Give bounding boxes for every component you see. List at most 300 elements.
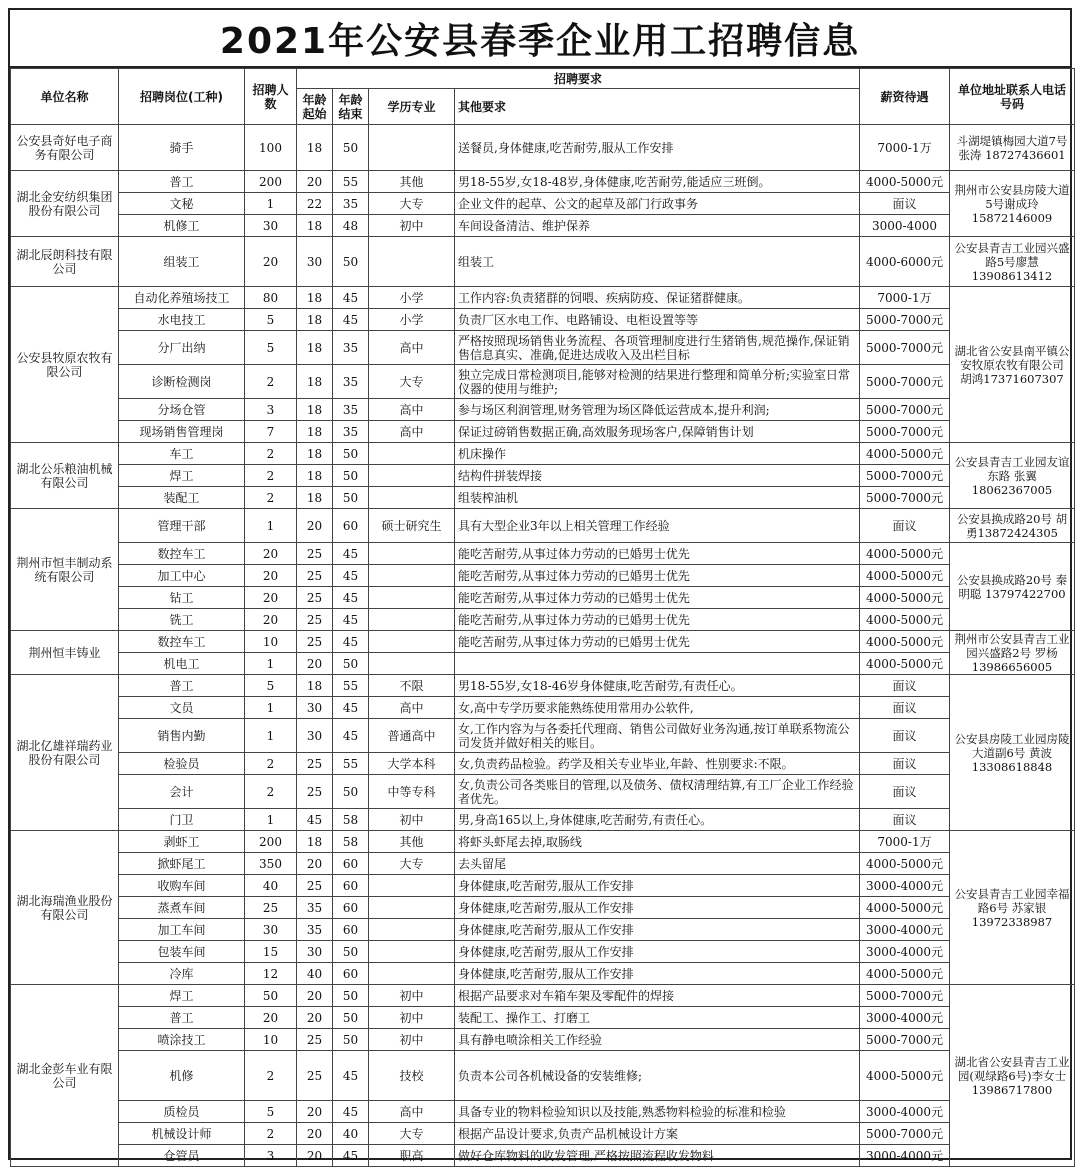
count-cell: 200 [245, 831, 297, 853]
count-cell: 80 [245, 287, 297, 309]
other-requirements-cell: 身体健康,吃苦耐劳,服从工作安排 [455, 897, 860, 919]
company-contact: 荆州市公安县青吉工业园兴盛路2号 罗杨13986656005 [950, 631, 1075, 675]
salary-cell: 5000-7000元 [860, 331, 950, 365]
age-end-cell: 45 [333, 587, 369, 609]
table-row [11, 399, 1075, 421]
count-cell: 5 [245, 331, 297, 365]
other-requirements-cell: 结构件拼装焊接 [455, 465, 860, 487]
header-row-1 [11, 69, 1075, 89]
table-row [11, 509, 1075, 543]
count-cell: 2 [245, 1051, 297, 1101]
position-cell: 加工车间 [119, 919, 245, 941]
table-row [11, 919, 1075, 941]
position-cell: 分场仓管 [119, 399, 245, 421]
count-cell: 40 [245, 875, 297, 897]
other-requirements-cell: 保证过磅销售数据正确,高效服务现场客户,保障销售计划 [455, 421, 860, 443]
count-cell: 5 [245, 1101, 297, 1123]
education-cell: 高中 [369, 1101, 455, 1123]
age-end-cell: 50 [333, 465, 369, 487]
position-cell: 现场销售管理岗 [119, 421, 245, 443]
table-row [11, 1101, 1075, 1123]
count-cell: 200 [245, 171, 297, 193]
salary-cell: 面议 [860, 775, 950, 809]
other-requirements-cell: 工作内容:负责猪群的饲喂、疾病防疫、保证猪群健康。 [455, 287, 860, 309]
table-row [11, 675, 1075, 697]
position-cell: 数控车工 [119, 631, 245, 653]
position-cell: 车工 [119, 443, 245, 465]
count-cell: 2 [245, 1123, 297, 1145]
position-cell: 水电技工 [119, 309, 245, 331]
company-contact: 公安县房陵工业园房陵大道副6号 黄波13308618848 [950, 675, 1075, 831]
header-other: 其他要求 [455, 89, 860, 125]
age-end-cell: 55 [333, 753, 369, 775]
other-requirements-cell: 男18-55岁,女18-46岁身体健康,吃苦耐劳,有责任心。 [455, 675, 860, 697]
position-cell: 机修 [119, 1051, 245, 1101]
table-row [11, 565, 1075, 587]
salary-cell: 5000-7000元 [860, 1123, 950, 1145]
other-requirements-cell: 装配工、操作工、打磨工 [455, 1007, 860, 1029]
other-requirements-cell: 根据产品设计要求,负责产品机械设计方案 [455, 1123, 860, 1145]
salary-cell: 4000-5000元 [860, 963, 950, 985]
age-start-cell: 18 [297, 443, 333, 465]
table-row [11, 719, 1075, 753]
education-cell [369, 875, 455, 897]
salary-cell: 面议 [860, 675, 950, 697]
other-requirements-cell: 机床操作 [455, 443, 860, 465]
age-end-cell: 55 [333, 675, 369, 697]
other-requirements-cell: 女,高中专学历要求能熟练使用常用办公软件, [455, 697, 860, 719]
count-cell: 30 [245, 215, 297, 237]
header-age-start: 年龄起始 [297, 89, 333, 125]
age-end-cell: 35 [333, 421, 369, 443]
age-end-cell: 35 [333, 193, 369, 215]
other-requirements-cell: 组装榨油机 [455, 487, 860, 509]
age-end-cell: 58 [333, 809, 369, 831]
table-row [11, 487, 1075, 509]
table-row [11, 775, 1075, 809]
education-cell: 中等专科 [369, 775, 455, 809]
company-name: 湖北亿雄祥瑞药业股份有限公司 [11, 675, 119, 831]
count-cell: 12 [245, 963, 297, 985]
position-cell: 冷库 [119, 963, 245, 985]
age-start-cell: 25 [297, 587, 333, 609]
education-cell: 大专 [369, 365, 455, 399]
age-end-cell: 45 [333, 609, 369, 631]
count-cell: 350 [245, 853, 297, 875]
count-cell: 2 [245, 775, 297, 809]
salary-cell: 4000-5000元 [860, 653, 950, 675]
position-cell: 分厂出纳 [119, 331, 245, 365]
position-cell: 门卫 [119, 809, 245, 831]
other-requirements-cell: 能吃苦耐劳,从事过体力劳动的已婚男士优先 [455, 565, 860, 587]
company-contact: 荆州市公安县房陵大道5号谢成玲 15872146009 [950, 171, 1075, 237]
count-cell: 1 [245, 653, 297, 675]
age-start-cell: 20 [297, 509, 333, 543]
position-cell: 文秘 [119, 193, 245, 215]
age-start-cell: 20 [297, 1123, 333, 1145]
age-start-cell: 20 [297, 1145, 333, 1167]
table-row [11, 1123, 1075, 1145]
count-cell: 10 [245, 631, 297, 653]
age-end-cell: 50 [333, 1007, 369, 1029]
salary-cell: 5000-7000元 [860, 365, 950, 399]
table-row [11, 465, 1075, 487]
table-row [11, 587, 1075, 609]
age-start-cell: 35 [297, 897, 333, 919]
education-cell [369, 963, 455, 985]
other-requirements-cell: 企业文件的起草、公文的起草及部门行政事务 [455, 193, 860, 215]
salary-cell: 7000-1万 [860, 125, 950, 171]
salary-cell: 3000-4000元 [860, 941, 950, 963]
company-contact: 公安县青吉工业园幸福路6号 苏家银 13972338987 [950, 831, 1075, 985]
table-row [11, 609, 1075, 631]
age-end-cell: 60 [333, 875, 369, 897]
company-name: 荆州市恒丰制动系统有限公司 [11, 509, 119, 631]
age-start-cell: 25 [297, 875, 333, 897]
age-end-cell: 50 [333, 653, 369, 675]
salary-cell: 4000-6000元 [860, 237, 950, 287]
education-cell: 大专 [369, 193, 455, 215]
education-cell: 小学 [369, 287, 455, 309]
table-row [11, 331, 1075, 365]
table-row [11, 653, 1075, 675]
other-requirements-cell: 女,工作内容为与各委托代理商、销售公司做好业务沟通,按订单联系物流公司发货并做好相关的账目。 [455, 719, 860, 753]
age-end-cell: 45 [333, 309, 369, 331]
age-end-cell: 50 [333, 443, 369, 465]
other-requirements-cell: 具备专业的物料检验知识以及技能,熟悉物料检验的标准和检验 [455, 1101, 860, 1123]
age-start-cell: 25 [297, 631, 333, 653]
company-name: 荆州恒丰铸业 [11, 631, 119, 675]
age-start-cell: 20 [297, 853, 333, 875]
count-cell: 20 [245, 1007, 297, 1029]
other-requirements-cell: 根据产品要求对车箱车架及零配件的焊接 [455, 985, 860, 1007]
other-requirements-cell: 能吃苦耐劳,从事过体力劳动的已婚男士优先 [455, 587, 860, 609]
age-end-cell: 50 [333, 1029, 369, 1051]
education-cell: 其他 [369, 171, 455, 193]
age-end-cell: 45 [333, 543, 369, 565]
salary-cell: 3000-4000元 [860, 1145, 950, 1167]
other-requirements-cell: 组装工 [455, 237, 860, 287]
age-start-cell: 18 [297, 287, 333, 309]
count-cell: 2 [245, 365, 297, 399]
position-cell: 管理干部 [119, 509, 245, 543]
table-row [11, 875, 1075, 897]
count-cell: 2 [245, 487, 297, 509]
count-cell: 5 [245, 675, 297, 697]
other-requirements-cell: 女,负责公司各类账目的管理,以及债务、债权清理结算,有工厂企业工作经验者优先。 [455, 775, 860, 809]
count-cell: 3 [245, 399, 297, 421]
position-cell: 检验员 [119, 753, 245, 775]
position-cell: 机械设计师 [119, 1123, 245, 1145]
salary-cell: 4000-5000元 [860, 897, 950, 919]
other-requirements-cell: 女,负责药品检验。药学及相关专业毕业,年龄、性别要求:不限。 [455, 753, 860, 775]
salary-cell: 5000-7000元 [860, 465, 950, 487]
other-requirements-cell: 将虾头虾尾去掉,取肠线 [455, 831, 860, 853]
position-cell: 装配工 [119, 487, 245, 509]
position-cell: 加工中心 [119, 565, 245, 587]
age-start-cell: 30 [297, 697, 333, 719]
age-start-cell: 20 [297, 171, 333, 193]
age-start-cell: 18 [297, 831, 333, 853]
education-cell: 技校 [369, 1051, 455, 1101]
salary-cell: 3000-4000元 [860, 875, 950, 897]
table-body [11, 125, 1075, 1167]
age-start-cell: 25 [297, 775, 333, 809]
age-start-cell: 25 [297, 1051, 333, 1101]
position-cell: 诊断检测岗 [119, 365, 245, 399]
header-position: 招聘岗位(工种) [119, 69, 245, 125]
age-start-cell: 35 [297, 919, 333, 941]
other-requirements-cell: 做好仓库物料的收发管理,严格按照流程收发物料 [455, 1145, 860, 1167]
table-row [11, 697, 1075, 719]
age-end-cell: 60 [333, 897, 369, 919]
education-cell: 大专 [369, 853, 455, 875]
age-start-cell: 20 [297, 653, 333, 675]
header-education: 学历专业 [369, 89, 455, 125]
education-cell [369, 919, 455, 941]
salary-cell: 面议 [860, 719, 950, 753]
position-cell: 骑手 [119, 125, 245, 171]
other-requirements-cell: 负责本公司各机械设备的安装维修; [455, 1051, 860, 1101]
age-end-cell: 45 [333, 631, 369, 653]
age-start-cell: 18 [297, 125, 333, 171]
age-end-cell: 45 [333, 287, 369, 309]
position-cell: 普工 [119, 675, 245, 697]
count-cell: 1 [245, 697, 297, 719]
salary-cell: 5000-7000元 [860, 985, 950, 1007]
count-cell: 3 [245, 1145, 297, 1167]
age-start-cell: 18 [297, 215, 333, 237]
age-start-cell: 20 [297, 1101, 333, 1123]
age-start-cell: 18 [297, 421, 333, 443]
header-requirements: 招聘要求 [297, 69, 860, 89]
count-cell: 50 [245, 985, 297, 1007]
age-start-cell: 18 [297, 675, 333, 697]
other-requirements-cell: 负责厂区水电工作、电路铺设、电柜设置等等 [455, 309, 860, 331]
other-requirements-cell: 送餐员,身体健康,吃苦耐劳,服从工作安排 [455, 125, 860, 171]
header-company: 单位名称 [11, 69, 119, 125]
position-cell: 质检员 [119, 1101, 245, 1123]
company-contact: 湖北省公安县南平镇公安牧原农牧有限公司 胡鸿17371607307 [950, 287, 1075, 443]
table-row [11, 215, 1075, 237]
count-cell: 100 [245, 125, 297, 171]
age-end-cell: 50 [333, 775, 369, 809]
header-count: 招聘人数 [245, 69, 297, 125]
other-requirements-cell: 参与场区利润管理,财务管理为场区降低运营成本,提升利润; [455, 399, 860, 421]
age-end-cell: 60 [333, 919, 369, 941]
table-row [11, 287, 1075, 309]
salary-cell: 4000-5000元 [860, 587, 950, 609]
table-row [11, 171, 1075, 193]
count-cell: 20 [245, 609, 297, 631]
other-requirements-cell: 严格按照现场销售业务流程、各项管理制度进行生猪销售,规范操作,保证销售信息真实、准确,促进达成收入及出栏目标 [455, 331, 860, 365]
recruitment-table [10, 68, 1075, 1167]
table-row [11, 1145, 1075, 1167]
education-cell [369, 897, 455, 919]
count-cell: 7 [245, 421, 297, 443]
table-row [11, 853, 1075, 875]
salary-cell: 3000-4000元 [860, 919, 950, 941]
age-end-cell: 45 [333, 565, 369, 587]
position-cell: 机修工 [119, 215, 245, 237]
education-cell: 初中 [369, 1007, 455, 1029]
position-cell: 仓管员 [119, 1145, 245, 1167]
salary-cell: 7000-1万 [860, 287, 950, 309]
count-cell: 20 [245, 565, 297, 587]
position-cell: 蒸煮车间 [119, 897, 245, 919]
salary-cell: 5000-7000元 [860, 399, 950, 421]
salary-cell: 面议 [860, 193, 950, 215]
salary-cell: 4000-5000元 [860, 853, 950, 875]
table-row [11, 193, 1075, 215]
other-requirements-cell: 身体健康,吃苦耐劳,服从工作安排 [455, 875, 860, 897]
position-cell: 收购车间 [119, 875, 245, 897]
education-cell: 硕士研究生 [369, 509, 455, 543]
education-cell: 高中 [369, 697, 455, 719]
salary-cell: 4000-5000元 [860, 631, 950, 653]
age-end-cell: 58 [333, 831, 369, 853]
table-row [11, 753, 1075, 775]
education-cell [369, 125, 455, 171]
position-cell: 普工 [119, 171, 245, 193]
age-end-cell: 45 [333, 1145, 369, 1167]
salary-cell: 3000-4000 [860, 215, 950, 237]
company-contact: 公安县青吉工业园友谊东路 张翼18062367005 [950, 443, 1075, 509]
age-end-cell: 50 [333, 237, 369, 287]
table-row [11, 543, 1075, 565]
table-row [11, 1007, 1075, 1029]
age-start-cell: 18 [297, 365, 333, 399]
education-cell [369, 653, 455, 675]
other-requirements-cell: 车间设备清洁、维护保养 [455, 215, 860, 237]
age-end-cell: 35 [333, 399, 369, 421]
table-row [11, 985, 1075, 1007]
table-row [11, 897, 1075, 919]
company-name: 湖北海瑞渔业股份有限公司 [11, 831, 119, 985]
position-cell: 机电工 [119, 653, 245, 675]
company-name: 湖北公乐粮油机械有限公司 [11, 443, 119, 509]
salary-cell: 3000-4000元 [860, 1007, 950, 1029]
header-age-end: 年龄结束 [333, 89, 369, 125]
age-start-cell: 22 [297, 193, 333, 215]
education-cell: 小学 [369, 309, 455, 331]
education-cell: 初中 [369, 809, 455, 831]
position-cell: 钻工 [119, 587, 245, 609]
salary-cell: 7000-1万 [860, 831, 950, 853]
other-requirements-cell: 独立完成日常检测项目,能够对检测的结果进行整理和简单分析;实验室日常仪器的使用与维护; [455, 365, 860, 399]
age-end-cell: 45 [333, 1051, 369, 1101]
education-cell [369, 941, 455, 963]
table-row [11, 237, 1075, 287]
table-row [11, 631, 1075, 653]
count-cell: 1 [245, 809, 297, 831]
company-name: 公安县牧原农牧有限公司 [11, 287, 119, 443]
education-cell: 高中 [369, 421, 455, 443]
salary-cell: 面议 [860, 697, 950, 719]
table-row [11, 125, 1075, 171]
table-row [11, 831, 1075, 853]
other-requirements-cell: 去头留尾 [455, 853, 860, 875]
other-requirements-cell: 身体健康,吃苦耐劳,服从工作安排 [455, 963, 860, 985]
header-contact: 单位地址联系人电话号码 [950, 69, 1075, 125]
age-start-cell: 20 [297, 985, 333, 1007]
other-requirements-cell: 身体健康,吃苦耐劳,服从工作安排 [455, 941, 860, 963]
education-cell [369, 565, 455, 587]
count-cell: 20 [245, 543, 297, 565]
count-cell: 5 [245, 309, 297, 331]
age-end-cell: 50 [333, 941, 369, 963]
position-cell: 组装工 [119, 237, 245, 287]
salary-cell: 4000-5000元 [860, 1051, 950, 1101]
count-cell: 20 [245, 587, 297, 609]
age-start-cell: 30 [297, 719, 333, 753]
age-end-cell: 45 [333, 1101, 369, 1123]
count-cell: 2 [245, 753, 297, 775]
age-end-cell: 60 [333, 853, 369, 875]
count-cell: 25 [245, 897, 297, 919]
position-cell: 剥虾工 [119, 831, 245, 853]
salary-cell: 4000-5000元 [860, 171, 950, 193]
age-start-cell: 25 [297, 609, 333, 631]
count-cell: 2 [245, 465, 297, 487]
age-start-cell: 40 [297, 963, 333, 985]
position-cell: 包装车间 [119, 941, 245, 963]
other-requirements-cell [455, 653, 860, 675]
age-end-cell: 35 [333, 331, 369, 365]
table-row [11, 1051, 1075, 1101]
age-end-cell: 35 [333, 365, 369, 399]
age-start-cell: 18 [297, 399, 333, 421]
other-requirements-cell: 能吃苦耐劳,从事过体力劳动的已婚男士优先 [455, 631, 860, 653]
salary-cell: 面议 [860, 753, 950, 775]
age-start-cell: 18 [297, 331, 333, 365]
position-cell: 普工 [119, 1007, 245, 1029]
salary-cell: 面议 [860, 509, 950, 543]
position-cell: 喷涂技工 [119, 1029, 245, 1051]
company-contact: 公安县换成路20号 胡勇13872424305 [950, 509, 1075, 543]
age-start-cell: 18 [297, 309, 333, 331]
position-cell: 文员 [119, 697, 245, 719]
count-cell: 20 [245, 237, 297, 287]
page-title: 2021年公安县春季企业用工招聘信息 [10, 10, 1070, 68]
education-cell [369, 587, 455, 609]
other-requirements-cell: 男18-55岁,女18-48岁,身体健康,吃苦耐劳,能适应三班倒。 [455, 171, 860, 193]
table-row [11, 1029, 1075, 1051]
education-cell [369, 237, 455, 287]
position-cell: 数控车工 [119, 543, 245, 565]
count-cell: 10 [245, 1029, 297, 1051]
salary-cell: 4000-5000元 [860, 443, 950, 465]
age-start-cell: 25 [297, 1029, 333, 1051]
salary-cell: 4000-5000元 [860, 565, 950, 587]
age-start-cell: 30 [297, 237, 333, 287]
other-requirements-cell: 具有大型企业3年以上相关管理工作经验 [455, 509, 860, 543]
count-cell: 1 [245, 509, 297, 543]
education-cell: 初中 [369, 215, 455, 237]
age-start-cell: 30 [297, 941, 333, 963]
company-name: 湖北金彭车业有限公司 [11, 985, 119, 1167]
age-end-cell: 50 [333, 985, 369, 1007]
other-requirements-cell: 能吃苦耐劳,从事过体力劳动的已婚男士优先 [455, 543, 860, 565]
education-cell: 初中 [369, 1029, 455, 1051]
age-end-cell: 45 [333, 719, 369, 753]
age-start-cell: 25 [297, 543, 333, 565]
age-start-cell: 18 [297, 465, 333, 487]
count-cell: 15 [245, 941, 297, 963]
education-cell [369, 443, 455, 465]
age-start-cell: 20 [297, 1007, 333, 1029]
salary-cell: 4000-5000元 [860, 609, 950, 631]
